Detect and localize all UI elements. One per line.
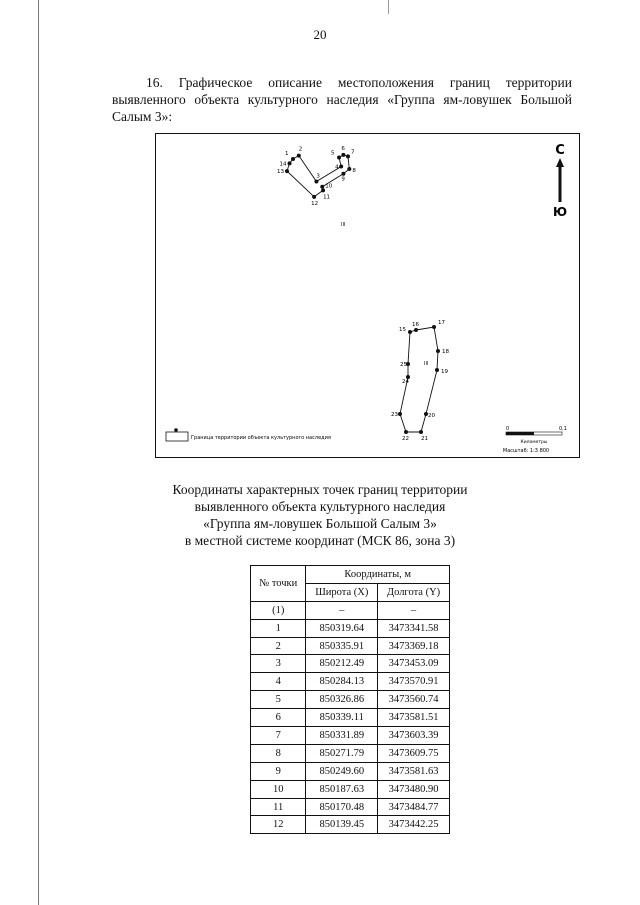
south-label: Ю: [552, 205, 568, 219]
table-row: [251, 655, 450, 673]
caption-line-1: Координаты характерных точек границ территории: [172, 482, 468, 497]
scale-start: 0: [506, 426, 510, 432]
boundary-point: [341, 153, 345, 157]
point-label: 15: [399, 327, 406, 333]
boundary-point: [285, 169, 289, 173]
latitude-cell: 850139.45: [306, 816, 378, 834]
point-cell: 11: [251, 798, 306, 816]
longitude-cell: 3473570.91: [378, 673, 450, 691]
boundary-point: [404, 430, 408, 434]
point-label: 19: [441, 369, 448, 375]
table-caption: [100, 481, 540, 549]
boundary-point: [288, 161, 292, 165]
point-cell: 3: [251, 655, 306, 673]
table-row: [251, 673, 450, 691]
point-cell: 4: [251, 673, 306, 691]
point-label: 1: [285, 151, 289, 157]
scale-unit: Километры: [520, 440, 548, 445]
point-cell: (1): [251, 601, 306, 619]
boundary-map: [155, 133, 580, 458]
point-label: 7: [350, 149, 355, 156]
scan-edge-line: [38, 0, 39, 905]
boundary-point: [414, 328, 418, 332]
header-coordinates: Координаты, м: [306, 566, 450, 584]
table-row: [251, 798, 450, 816]
boundary-point: [435, 368, 439, 372]
latitude-cell: 850335.91: [306, 637, 378, 655]
table-row: [251, 619, 450, 637]
point-label: 14: [279, 161, 287, 168]
boundary-point: [297, 154, 301, 158]
latitude-cell: –: [306, 601, 378, 619]
boundary-point: [337, 155, 341, 159]
boundary-point: [339, 164, 343, 168]
latitude-cell: 850187.63: [306, 780, 378, 798]
section-paragraph: [112, 74, 572, 125]
table-row: [251, 744, 450, 762]
longitude-cell: 3473453.09: [378, 655, 450, 673]
longitude-cell: 3473609.75: [378, 744, 450, 762]
scale-label: Масштаб: 1:3 800: [502, 448, 550, 454]
longitude-cell: 3473484.77: [378, 798, 450, 816]
point-cell: 1: [251, 619, 306, 637]
longitude-cell: 3473442.25: [378, 816, 450, 834]
point-label: 5: [331, 150, 335, 157]
longitude-cell: 3473581.63: [378, 762, 450, 780]
boundary-point: [341, 172, 345, 176]
table-row: [251, 601, 450, 619]
latitude-cell: 850212.49: [306, 655, 378, 673]
point-cell: 6: [251, 709, 306, 727]
point-label: 17: [438, 320, 445, 326]
point-cell: 9: [251, 762, 306, 780]
legend-box-icon: [166, 432, 188, 441]
latitude-cell: 850249.60: [306, 762, 378, 780]
header-latitude: Широта (X): [306, 583, 378, 601]
point-label: 25: [400, 362, 407, 368]
point-cell: 5: [251, 691, 306, 709]
boundary-point: [321, 188, 325, 192]
boundary-point: [346, 154, 350, 158]
point-cell: 2: [251, 637, 306, 655]
header-point-number: № точки: [251, 566, 306, 602]
longitude-cell: 3473369.18: [378, 637, 450, 655]
boundary-point: [291, 157, 295, 161]
point-label: 18: [442, 349, 449, 355]
legend-text: Граница территории объекта культурного наследия: [191, 435, 331, 441]
latitude-cell: 850271.79: [306, 744, 378, 762]
table-row: [251, 637, 450, 655]
longitude-cell: 3473341.58: [378, 619, 450, 637]
latitude-cell: 850319.64: [306, 619, 378, 637]
table-row: [251, 816, 450, 834]
scan-fold-mark: [388, 0, 389, 14]
caption-line-3: «Группа ям-ловушек Большой Салым 3»: [203, 516, 437, 531]
point-label: 23: [391, 412, 398, 418]
point-label: 8: [352, 168, 356, 175]
boundary-point: [347, 167, 351, 171]
point-label: 9: [341, 176, 345, 183]
header-longitude: Долгота (Y): [378, 583, 450, 601]
scale-bar-fill: [506, 432, 534, 435]
point-label: 20: [428, 413, 435, 419]
point-label: 10: [325, 183, 333, 190]
point-label: 2: [298, 146, 303, 153]
boundary-point: [419, 430, 423, 434]
longitude-cell: 3473603.39: [378, 727, 450, 745]
north-arrow-icon: [556, 158, 564, 167]
boundary-map-canvas: [156, 134, 579, 457]
boundary-polygon-1: [277, 146, 356, 207]
scale-end: 0,1: [559, 426, 567, 432]
point-label: 3: [316, 173, 320, 180]
point-label: 13: [276, 169, 284, 176]
caption-line-2: выявленного объекта культурного наследия: [194, 499, 446, 514]
point-label: 24: [402, 379, 409, 385]
latitude-cell: 850326.86: [306, 691, 378, 709]
table-row: [251, 691, 450, 709]
point-label: 12: [311, 200, 319, 207]
coordinates-table-body: [251, 601, 450, 834]
latitude-cell: 850284.13: [306, 673, 378, 691]
table-row: [251, 727, 450, 745]
point-cell: 10: [251, 780, 306, 798]
longitude-cell: 3473581.51: [378, 709, 450, 727]
point-cell: 8: [251, 744, 306, 762]
boundary-point: [436, 349, 440, 353]
paragraph-number: 16.: [146, 75, 163, 90]
coordinates-table: [250, 565, 450, 834]
map-legend: [166, 428, 331, 441]
longitude-cell: –: [378, 601, 450, 619]
north-arrow-shaft: [559, 167, 562, 202]
legend-point-icon: [174, 428, 178, 432]
longitude-cell: 3473560.74: [378, 691, 450, 709]
table-row: [251, 709, 450, 727]
north-arrow: [553, 143, 567, 219]
latitude-cell: 850170.48: [306, 798, 378, 816]
page-number: 20: [313, 27, 327, 42]
scale-bar: [503, 426, 567, 454]
latitude-cell: 850331.89: [306, 727, 378, 745]
point-label: 6: [341, 145, 345, 152]
territory-marker-1: III: [341, 222, 346, 228]
point-label: 16: [412, 322, 419, 328]
boundary-point: [314, 180, 318, 184]
boundary-point: [432, 325, 436, 329]
longitude-cell: 3473480.90: [378, 780, 450, 798]
paragraph-text: Графическое описание местоположения границ территории выявленного объекта культурного наследия «Группа ям-ловушек Большой Салым 3»:: [112, 75, 572, 124]
boundary-point: [312, 195, 316, 199]
caption-line-4: в местной системе координат (МСК 86, зона 3): [184, 533, 456, 548]
table-row: [251, 780, 450, 798]
boundary-point: [398, 412, 402, 416]
boundary-polygon-2: [391, 320, 449, 442]
north-label: С: [555, 143, 565, 158]
boundary-point: [320, 185, 324, 189]
point-cell: 7: [251, 727, 306, 745]
table-row: [251, 762, 450, 780]
latitude-cell: 850339.11: [306, 709, 378, 727]
boundary-point: [408, 330, 412, 334]
point-label: 22: [402, 436, 409, 442]
point-label: 4: [335, 164, 339, 171]
point-label: 11: [323, 194, 331, 201]
point-label: 21: [421, 436, 428, 442]
point-cell: 12: [251, 816, 306, 834]
territory-marker-2: III: [424, 361, 429, 367]
